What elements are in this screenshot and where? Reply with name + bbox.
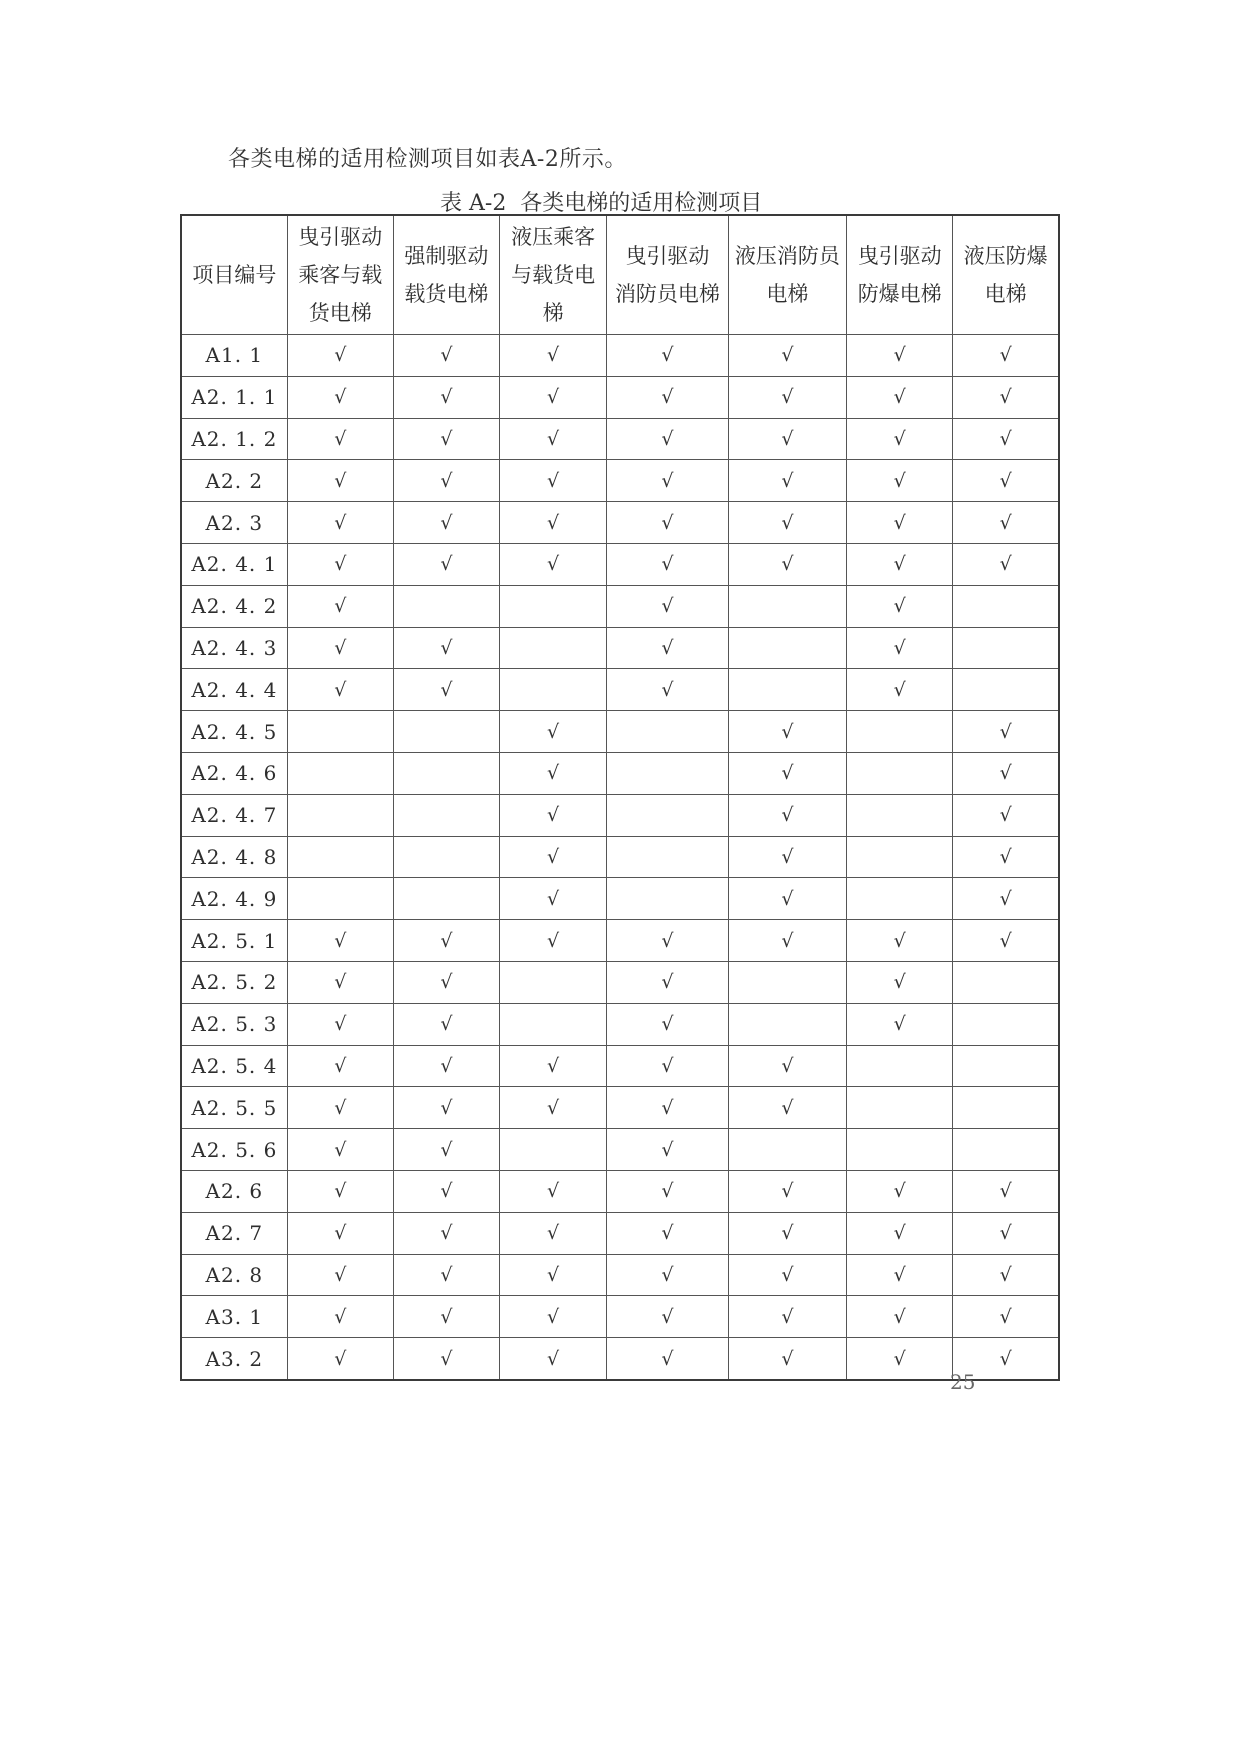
table-row (181, 878, 1059, 920)
check-mark-cell: √ (607, 1087, 728, 1129)
empty-cell (728, 1003, 846, 1045)
check-mark-cell: √ (607, 1338, 728, 1380)
empty-cell (500, 627, 607, 669)
check-mark-cell: √ (500, 794, 607, 836)
check-mark-cell: √ (287, 418, 393, 460)
empty-cell (500, 1129, 607, 1171)
empty-cell (847, 836, 953, 878)
check-mark-cell: √ (607, 585, 728, 627)
check-mark-cell: √ (393, 460, 499, 502)
check-mark-cell: √ (847, 1170, 953, 1212)
item-number-cell: A2. 4. 7 (181, 794, 287, 836)
item-number-cell: A2. 4. 4 (181, 669, 287, 711)
empty-cell (393, 752, 499, 794)
check-mark-cell: √ (607, 460, 728, 502)
check-mark-cell: √ (728, 1212, 846, 1254)
check-mark-cell: √ (847, 460, 953, 502)
column-header (393, 215, 499, 335)
table-row (181, 669, 1059, 711)
check-mark-cell: √ (500, 711, 607, 753)
column-header-line: 电梯 (766, 282, 809, 306)
check-mark-cell: √ (607, 627, 728, 669)
table-row (181, 585, 1059, 627)
column-header (728, 215, 846, 335)
column-header-line: 防爆电梯 (857, 282, 942, 306)
check-mark-cell: √ (287, 627, 393, 669)
check-mark-cell: √ (728, 543, 846, 585)
table-row (181, 460, 1059, 502)
check-mark-cell: √ (607, 1212, 728, 1254)
check-mark-cell: √ (728, 335, 846, 377)
table-row (181, 752, 1059, 794)
check-mark-cell: √ (500, 836, 607, 878)
check-mark-cell: √ (607, 961, 728, 1003)
check-mark-cell: √ (287, 1212, 393, 1254)
check-mark-cell: √ (287, 376, 393, 418)
column-header-line: 曳引驱动 (625, 244, 710, 268)
empty-cell (847, 1045, 953, 1087)
column-header-line: 货电梯 (308, 301, 372, 325)
column-header-line: 载货电梯 (404, 282, 489, 306)
check-mark-cell: √ (847, 920, 953, 962)
empty-cell (953, 1087, 1059, 1129)
empty-cell (728, 961, 846, 1003)
check-mark-cell: √ (953, 920, 1059, 962)
check-mark-cell: √ (287, 1045, 393, 1087)
check-mark-cell: √ (607, 1045, 728, 1087)
check-mark-cell: √ (607, 543, 728, 585)
check-mark-cell: √ (500, 376, 607, 418)
check-mark-cell: √ (847, 543, 953, 585)
check-mark-cell: √ (728, 1087, 846, 1129)
table-header (181, 215, 1059, 335)
column-header (607, 215, 728, 335)
check-mark-cell: √ (393, 1296, 499, 1338)
empty-cell (847, 1129, 953, 1171)
check-mark-cell: √ (953, 1254, 1059, 1296)
item-number-cell: A2. 8 (181, 1254, 287, 1296)
check-mark-cell: √ (607, 502, 728, 544)
column-header (847, 215, 953, 335)
table-row (181, 1045, 1059, 1087)
check-mark-cell: √ (287, 1170, 393, 1212)
check-mark-cell: √ (728, 1045, 846, 1087)
column-header-line: 乘客与载 (298, 263, 383, 287)
intro-text: 各类电梯的适用检测项目如表A-2所示。 (228, 147, 627, 172)
check-mark-cell: √ (287, 585, 393, 627)
check-mark-cell: √ (953, 1212, 1059, 1254)
empty-cell (953, 585, 1059, 627)
column-header-line: 强制驱动 (404, 244, 489, 268)
item-number-cell: A2. 5. 2 (181, 961, 287, 1003)
check-mark-cell: √ (953, 376, 1059, 418)
page-number: 25 (950, 1370, 976, 1394)
check-mark-cell: √ (393, 1045, 499, 1087)
empty-cell (953, 1045, 1059, 1087)
check-mark-cell: √ (287, 335, 393, 377)
check-mark-cell: √ (953, 878, 1059, 920)
empty-cell (500, 961, 607, 1003)
table-row (181, 1296, 1059, 1338)
check-mark-cell: √ (847, 1003, 953, 1045)
empty-cell (500, 585, 607, 627)
table-row (181, 1254, 1059, 1296)
check-mark-cell: √ (500, 1212, 607, 1254)
empty-cell (728, 627, 846, 669)
check-mark-cell: √ (287, 1087, 393, 1129)
check-mark-cell: √ (393, 1212, 499, 1254)
empty-cell (393, 878, 499, 920)
check-mark-cell: √ (393, 1254, 499, 1296)
check-mark-cell: √ (500, 418, 607, 460)
check-mark-cell: √ (847, 335, 953, 377)
check-mark-cell: √ (847, 1338, 953, 1380)
column-header (287, 215, 393, 335)
check-mark-cell: √ (607, 418, 728, 460)
check-mark-cell: √ (953, 1170, 1059, 1212)
check-mark-cell: √ (500, 543, 607, 585)
check-mark-cell: √ (287, 961, 393, 1003)
empty-cell (607, 711, 728, 753)
check-mark-cell: √ (287, 1338, 393, 1380)
check-mark-cell: √ (287, 543, 393, 585)
column-header (500, 215, 607, 335)
item-number-cell: A2. 4. 2 (181, 585, 287, 627)
item-number-cell: A2. 5. 4 (181, 1045, 287, 1087)
item-number-cell: A2. 1. 2 (181, 418, 287, 460)
table-row (181, 1087, 1059, 1129)
table-row (181, 794, 1059, 836)
empty-cell (953, 961, 1059, 1003)
empty-cell (500, 669, 607, 711)
check-mark-cell: √ (287, 669, 393, 711)
empty-cell (847, 752, 953, 794)
empty-cell (607, 752, 728, 794)
check-mark-cell: √ (953, 335, 1059, 377)
empty-cell (287, 878, 393, 920)
column-header (953, 215, 1059, 335)
table-row (181, 376, 1059, 418)
empty-cell (393, 794, 499, 836)
item-number-cell: A2. 4. 5 (181, 711, 287, 753)
check-mark-cell: √ (728, 1296, 846, 1338)
check-mark-cell: √ (728, 794, 846, 836)
column-header-line: 液压消防员 (734, 244, 840, 268)
check-mark-cell: √ (393, 1170, 499, 1212)
check-mark-cell: √ (500, 1087, 607, 1129)
check-mark-cell: √ (847, 502, 953, 544)
check-mark-cell: √ (847, 585, 953, 627)
empty-cell (847, 878, 953, 920)
check-mark-cell: √ (607, 1296, 728, 1338)
table-row (181, 1129, 1059, 1171)
check-mark-cell: √ (728, 711, 846, 753)
empty-cell (953, 1003, 1059, 1045)
item-number-cell: A3. 1 (181, 1296, 287, 1338)
check-mark-cell: √ (728, 418, 846, 460)
check-mark-cell: √ (847, 418, 953, 460)
check-mark-cell: √ (847, 1254, 953, 1296)
column-header-line: 曳引驱动 (298, 225, 383, 249)
column-header-line: 电梯 (984, 282, 1027, 306)
empty-cell (607, 794, 728, 836)
applicable-items-table (180, 214, 1060, 1381)
check-mark-cell: √ (953, 1296, 1059, 1338)
check-mark-cell: √ (953, 711, 1059, 753)
check-mark-cell: √ (953, 836, 1059, 878)
column-header-line: 液压防爆 (963, 244, 1048, 268)
check-mark-cell: √ (953, 502, 1059, 544)
table-row (181, 335, 1059, 377)
check-mark-cell: √ (607, 920, 728, 962)
check-mark-cell: √ (287, 1129, 393, 1171)
check-mark-cell: √ (393, 1003, 499, 1045)
empty-cell (287, 794, 393, 836)
check-mark-cell: √ (393, 920, 499, 962)
check-mark-cell: √ (607, 335, 728, 377)
check-mark-cell: √ (728, 920, 846, 962)
table-row (181, 920, 1059, 962)
check-mark-cell: √ (393, 1087, 499, 1129)
table-row (181, 418, 1059, 460)
item-number-cell: A1. 1 (181, 335, 287, 377)
table-row (181, 543, 1059, 585)
table-row (181, 627, 1059, 669)
column-header-line: 与载货电 (511, 263, 596, 287)
empty-cell (847, 794, 953, 836)
empty-cell (607, 878, 728, 920)
table-caption: 表 A-2 各类电梯的适用检测项目 (440, 191, 763, 216)
item-number-cell: A2. 4. 9 (181, 878, 287, 920)
check-mark-cell: √ (393, 376, 499, 418)
table-row (181, 1338, 1059, 1380)
item-number-cell: A2. 5. 6 (181, 1129, 287, 1171)
check-mark-cell: √ (500, 1296, 607, 1338)
column-header (181, 215, 287, 335)
empty-cell (393, 711, 499, 753)
table-row (181, 836, 1059, 878)
empty-cell (953, 627, 1059, 669)
check-mark-cell: √ (500, 1338, 607, 1380)
check-mark-cell: √ (728, 376, 846, 418)
check-mark-cell: √ (287, 502, 393, 544)
check-mark-cell: √ (287, 920, 393, 962)
check-mark-cell: √ (847, 376, 953, 418)
check-mark-cell: √ (287, 1254, 393, 1296)
item-number-cell: A2. 1. 1 (181, 376, 287, 418)
check-mark-cell: √ (393, 543, 499, 585)
column-header-line: 曳引驱动 (857, 244, 942, 268)
check-mark-cell: √ (607, 1254, 728, 1296)
check-mark-cell: √ (728, 502, 846, 544)
item-number-cell: A2. 3 (181, 502, 287, 544)
item-number-cell: A2. 2 (181, 460, 287, 502)
check-mark-cell: √ (393, 335, 499, 377)
check-mark-cell: √ (953, 418, 1059, 460)
check-mark-cell: √ (287, 460, 393, 502)
check-mark-cell: √ (847, 669, 953, 711)
header-row (181, 215, 1059, 335)
check-mark-cell: √ (393, 418, 499, 460)
empty-cell (953, 1129, 1059, 1171)
empty-cell (728, 1129, 846, 1171)
check-mark-cell: √ (393, 1129, 499, 1171)
empty-cell (728, 585, 846, 627)
check-mark-cell: √ (500, 335, 607, 377)
item-number-cell: A2. 5. 3 (181, 1003, 287, 1045)
check-mark-cell: √ (847, 1212, 953, 1254)
check-mark-cell: √ (287, 1296, 393, 1338)
check-mark-cell: √ (847, 961, 953, 1003)
check-mark-cell: √ (393, 1338, 499, 1380)
check-mark-cell: √ (393, 669, 499, 711)
check-mark-cell: √ (393, 961, 499, 1003)
check-mark-cell: √ (728, 1338, 846, 1380)
column-header-line: 消防员电梯 (614, 282, 720, 306)
table-row (181, 502, 1059, 544)
empty-cell (847, 1087, 953, 1129)
check-mark-cell: √ (393, 627, 499, 669)
check-mark-cell: √ (500, 1254, 607, 1296)
check-mark-cell: √ (728, 752, 846, 794)
check-mark-cell: √ (500, 920, 607, 962)
check-mark-cell: √ (500, 1045, 607, 1087)
item-number-cell: A2. 6 (181, 1170, 287, 1212)
empty-cell (728, 669, 846, 711)
column-header-line: 梯 (542, 301, 564, 325)
check-mark-cell: √ (607, 1129, 728, 1171)
check-mark-cell: √ (500, 878, 607, 920)
item-number-cell: A2. 7 (181, 1212, 287, 1254)
empty-cell (393, 836, 499, 878)
empty-cell (287, 711, 393, 753)
table-row (181, 1003, 1059, 1045)
check-mark-cell: √ (953, 752, 1059, 794)
item-number-cell: A2. 4. 8 (181, 836, 287, 878)
check-mark-cell: √ (607, 1003, 728, 1045)
check-mark-cell: √ (953, 543, 1059, 585)
item-number-cell: A2. 5. 1 (181, 920, 287, 962)
check-mark-cell: √ (847, 1296, 953, 1338)
column-header-line: 项目编号 (192, 263, 277, 287)
empty-cell (847, 711, 953, 753)
item-number-cell: A2. 4. 3 (181, 627, 287, 669)
empty-cell (393, 585, 499, 627)
check-mark-cell: √ (500, 502, 607, 544)
check-mark-cell: √ (953, 794, 1059, 836)
check-mark-cell: √ (500, 752, 607, 794)
check-mark-cell: √ (393, 502, 499, 544)
empty-cell (953, 669, 1059, 711)
check-mark-cell: √ (287, 1003, 393, 1045)
check-mark-cell: √ (953, 460, 1059, 502)
check-mark-cell: √ (847, 627, 953, 669)
item-number-cell: A2. 4. 6 (181, 752, 287, 794)
check-mark-cell: √ (728, 460, 846, 502)
table-row (181, 1212, 1059, 1254)
item-number-cell: A3. 2 (181, 1338, 287, 1380)
check-mark-cell: √ (728, 836, 846, 878)
check-mark-cell: √ (607, 1170, 728, 1212)
check-mark-cell: √ (728, 878, 846, 920)
item-number-cell: A2. 5. 5 (181, 1087, 287, 1129)
column-header-line: 液压乘客 (511, 225, 596, 249)
empty-cell (607, 836, 728, 878)
item-number-cell: A2. 4. 1 (181, 543, 287, 585)
table-row (181, 961, 1059, 1003)
check-mark-cell: √ (500, 1170, 607, 1212)
check-mark-cell: √ (728, 1170, 846, 1212)
table-body (181, 335, 1059, 1380)
check-mark-cell: √ (607, 669, 728, 711)
empty-cell (287, 752, 393, 794)
table-row (181, 711, 1059, 753)
empty-cell (500, 1003, 607, 1045)
check-mark-cell: √ (953, 1338, 1059, 1380)
check-mark-cell: √ (728, 1254, 846, 1296)
table-row (181, 1170, 1059, 1212)
empty-cell (287, 836, 393, 878)
check-mark-cell: √ (500, 460, 607, 502)
check-mark-cell: √ (607, 376, 728, 418)
